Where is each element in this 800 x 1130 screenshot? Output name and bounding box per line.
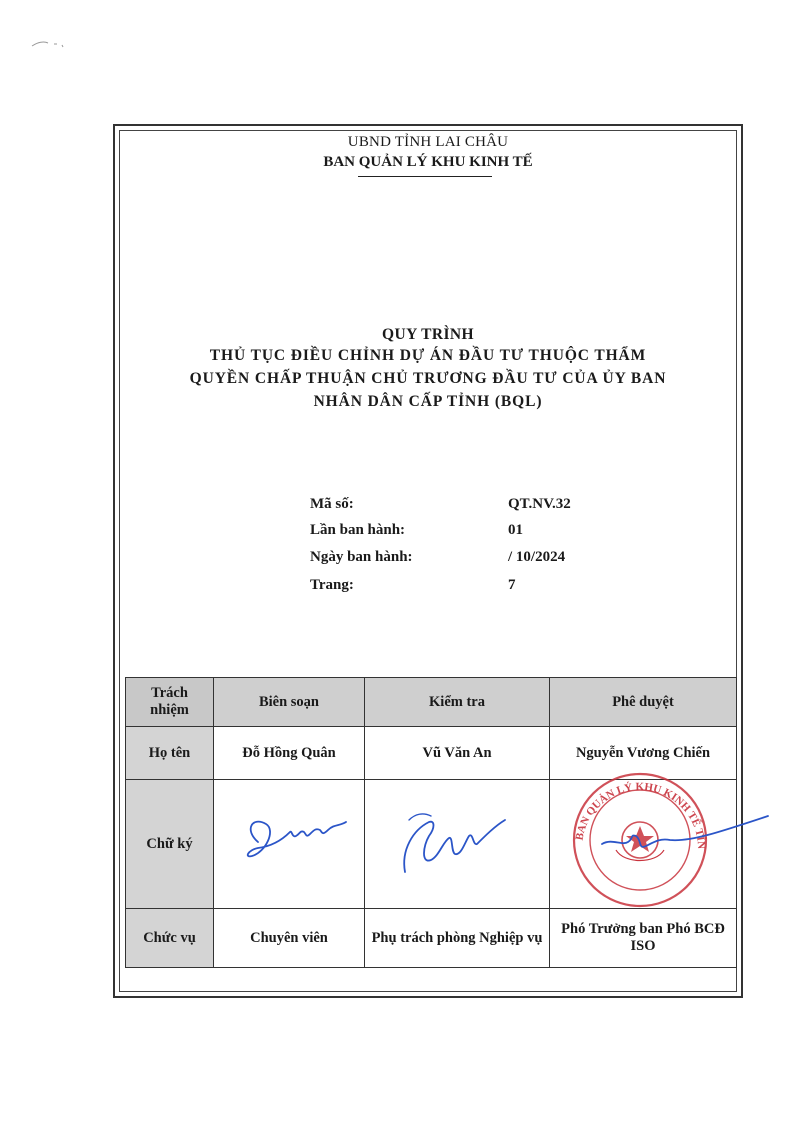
code-value: QT.NV.32 xyxy=(508,496,571,512)
table-row xyxy=(126,727,737,780)
org-name: BAN QUẢN LÝ KHU KINH TẾ xyxy=(323,154,533,170)
doc-title: QUY TRÌNH xyxy=(382,326,474,343)
header-underline xyxy=(358,176,492,177)
checker-name: Vũ Văn An xyxy=(365,727,550,780)
table-row xyxy=(126,780,737,909)
drafter-position: Chuyên viên xyxy=(214,909,365,968)
checker-position: Phụ trách phòng Nghiệp vụ xyxy=(365,909,550,968)
issue-label: Lần ban hành: xyxy=(310,522,406,538)
approver-signature-cell xyxy=(545,771,737,909)
drafter-name: Đỗ Hồng Quân xyxy=(214,727,365,780)
doc-subtitle-line1: THỦ TỤC ĐIỀU CHỈNH DỰ ÁN ĐẦU TƯ THUỘC THẨM xyxy=(209,347,647,364)
svg-text:BAN QUẢN LÝ KHU KINH TẾ TỈNH L: BAN QUẢN LÝ KHU KINH TẾ TỈNH LAI CHÂU xyxy=(545,771,708,850)
row-label-signature: Chữ ký xyxy=(126,780,214,909)
code-label: Mã số: xyxy=(310,496,354,512)
date-label: Ngày ban hành: xyxy=(310,549,413,565)
checker-signature xyxy=(365,780,550,908)
page-value: 7 xyxy=(508,577,516,593)
issue-value: 01 xyxy=(508,522,523,538)
row-label-name: Họ tên xyxy=(126,727,214,780)
doc-subtitle-line3: NHÂN DÂN CẤP TỈNH (BQL) xyxy=(313,393,543,410)
doc-subtitle-line2: QUYỀN CHẤP THUẬN CHỦ TRƯƠNG ĐẦU TƯ CỦA ỦY BAN xyxy=(189,370,667,387)
page-label: Trang: xyxy=(310,577,354,593)
approver-position: Phó Trưởng ban Phó BCĐ ISO xyxy=(550,909,737,968)
drafter-signature-cell xyxy=(214,780,365,909)
date-value: / 10/2024 xyxy=(508,549,566,565)
header-drafted: Biên soạn xyxy=(214,678,365,727)
scan-artifact xyxy=(30,38,70,50)
header-checked: Kiểm tra xyxy=(365,678,550,727)
table-row xyxy=(126,909,737,968)
approver-name: Nguyễn Vương Chiến xyxy=(550,727,737,780)
row-label-position: Chức vụ xyxy=(126,909,214,968)
org-parent: UBND TỈNH LAI CHÂU xyxy=(347,134,509,150)
official-seal xyxy=(545,771,737,908)
header-responsibility: Trách nhiệm xyxy=(126,678,214,727)
table-header-row xyxy=(126,678,737,727)
drafter-signature xyxy=(214,780,365,908)
checker-signature-cell xyxy=(365,780,550,909)
approval-table xyxy=(125,677,737,968)
header-approved: Phê duyệt xyxy=(550,678,737,727)
